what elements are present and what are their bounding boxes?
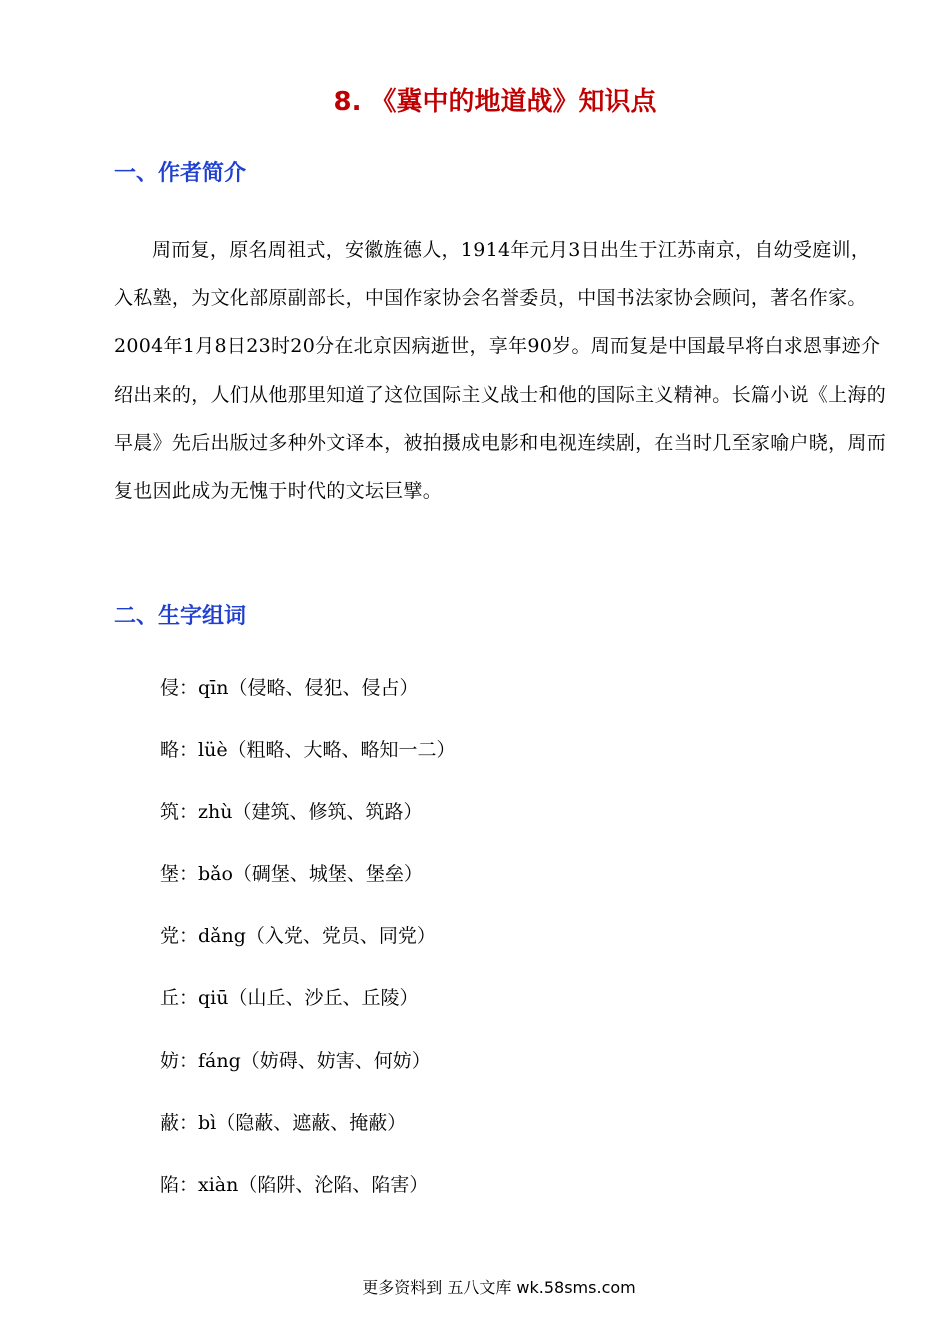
vocab-item: 蔽：bì（隐蔽、遮蔽、掩蔽） [160, 1111, 407, 1134]
vocab-item: 陷：xiàn（陷阱、沦陷、陷害） [160, 1173, 429, 1196]
vocabulary-list [160, 671, 456, 1230]
vocab-item: 筑：zhù（建筑、修筑、筑路） [160, 801, 423, 824]
section-heading-vocabulary: 二、生字组词 [114, 604, 247, 629]
footer-source-link[interactable]: 更多资料到 五八文库 wk.58sms.com [362, 1278, 636, 1297]
vocab-item: 丘：qiū（山丘、沙丘、丘陵） [160, 987, 419, 1010]
vocab-item: 党：dǎng（入党、党员、同党） [160, 925, 436, 948]
vocab-item: 略：lüè（粗略、大略、略知一二） [160, 739, 456, 762]
section-heading-author-intro: 一、作者简介 [114, 161, 247, 186]
vocab-item: 侵：qīn（侵略、侵犯、侵占） [160, 677, 419, 699]
vocab-item: 妨：fáng（妨碍、妨害、何妨） [160, 1049, 431, 1072]
vocab-item: 堡：bǎo（碉堡、城堡、堡垒） [160, 863, 423, 886]
author-intro-paragraph: 周而复，原名周祖式，安徽旌德人，1914年元月3日出生于江苏南京，自幼受庭训，入私塾，为文化部原副部长，中国作家协会名誉委员，中国书法家协会顾问，著名作家。2004年1月8日23时20分在北京因病逝世，享年90岁。周而复是中国最早将白求恩事迹介绍出来的，人们从他那里知道了这位国际主义战士和他的国际主义精神。长篇小说《上海的早晨》先后出版过多种外文译本，被拍摄成电影和电视连续剧，在当时几至家喻户晓，周而复也因此成为无愧于时代的文坛巨擘。 [114, 239, 887, 503]
page-title: 8. 《冀中的地道战》知识点 [333, 87, 657, 117]
